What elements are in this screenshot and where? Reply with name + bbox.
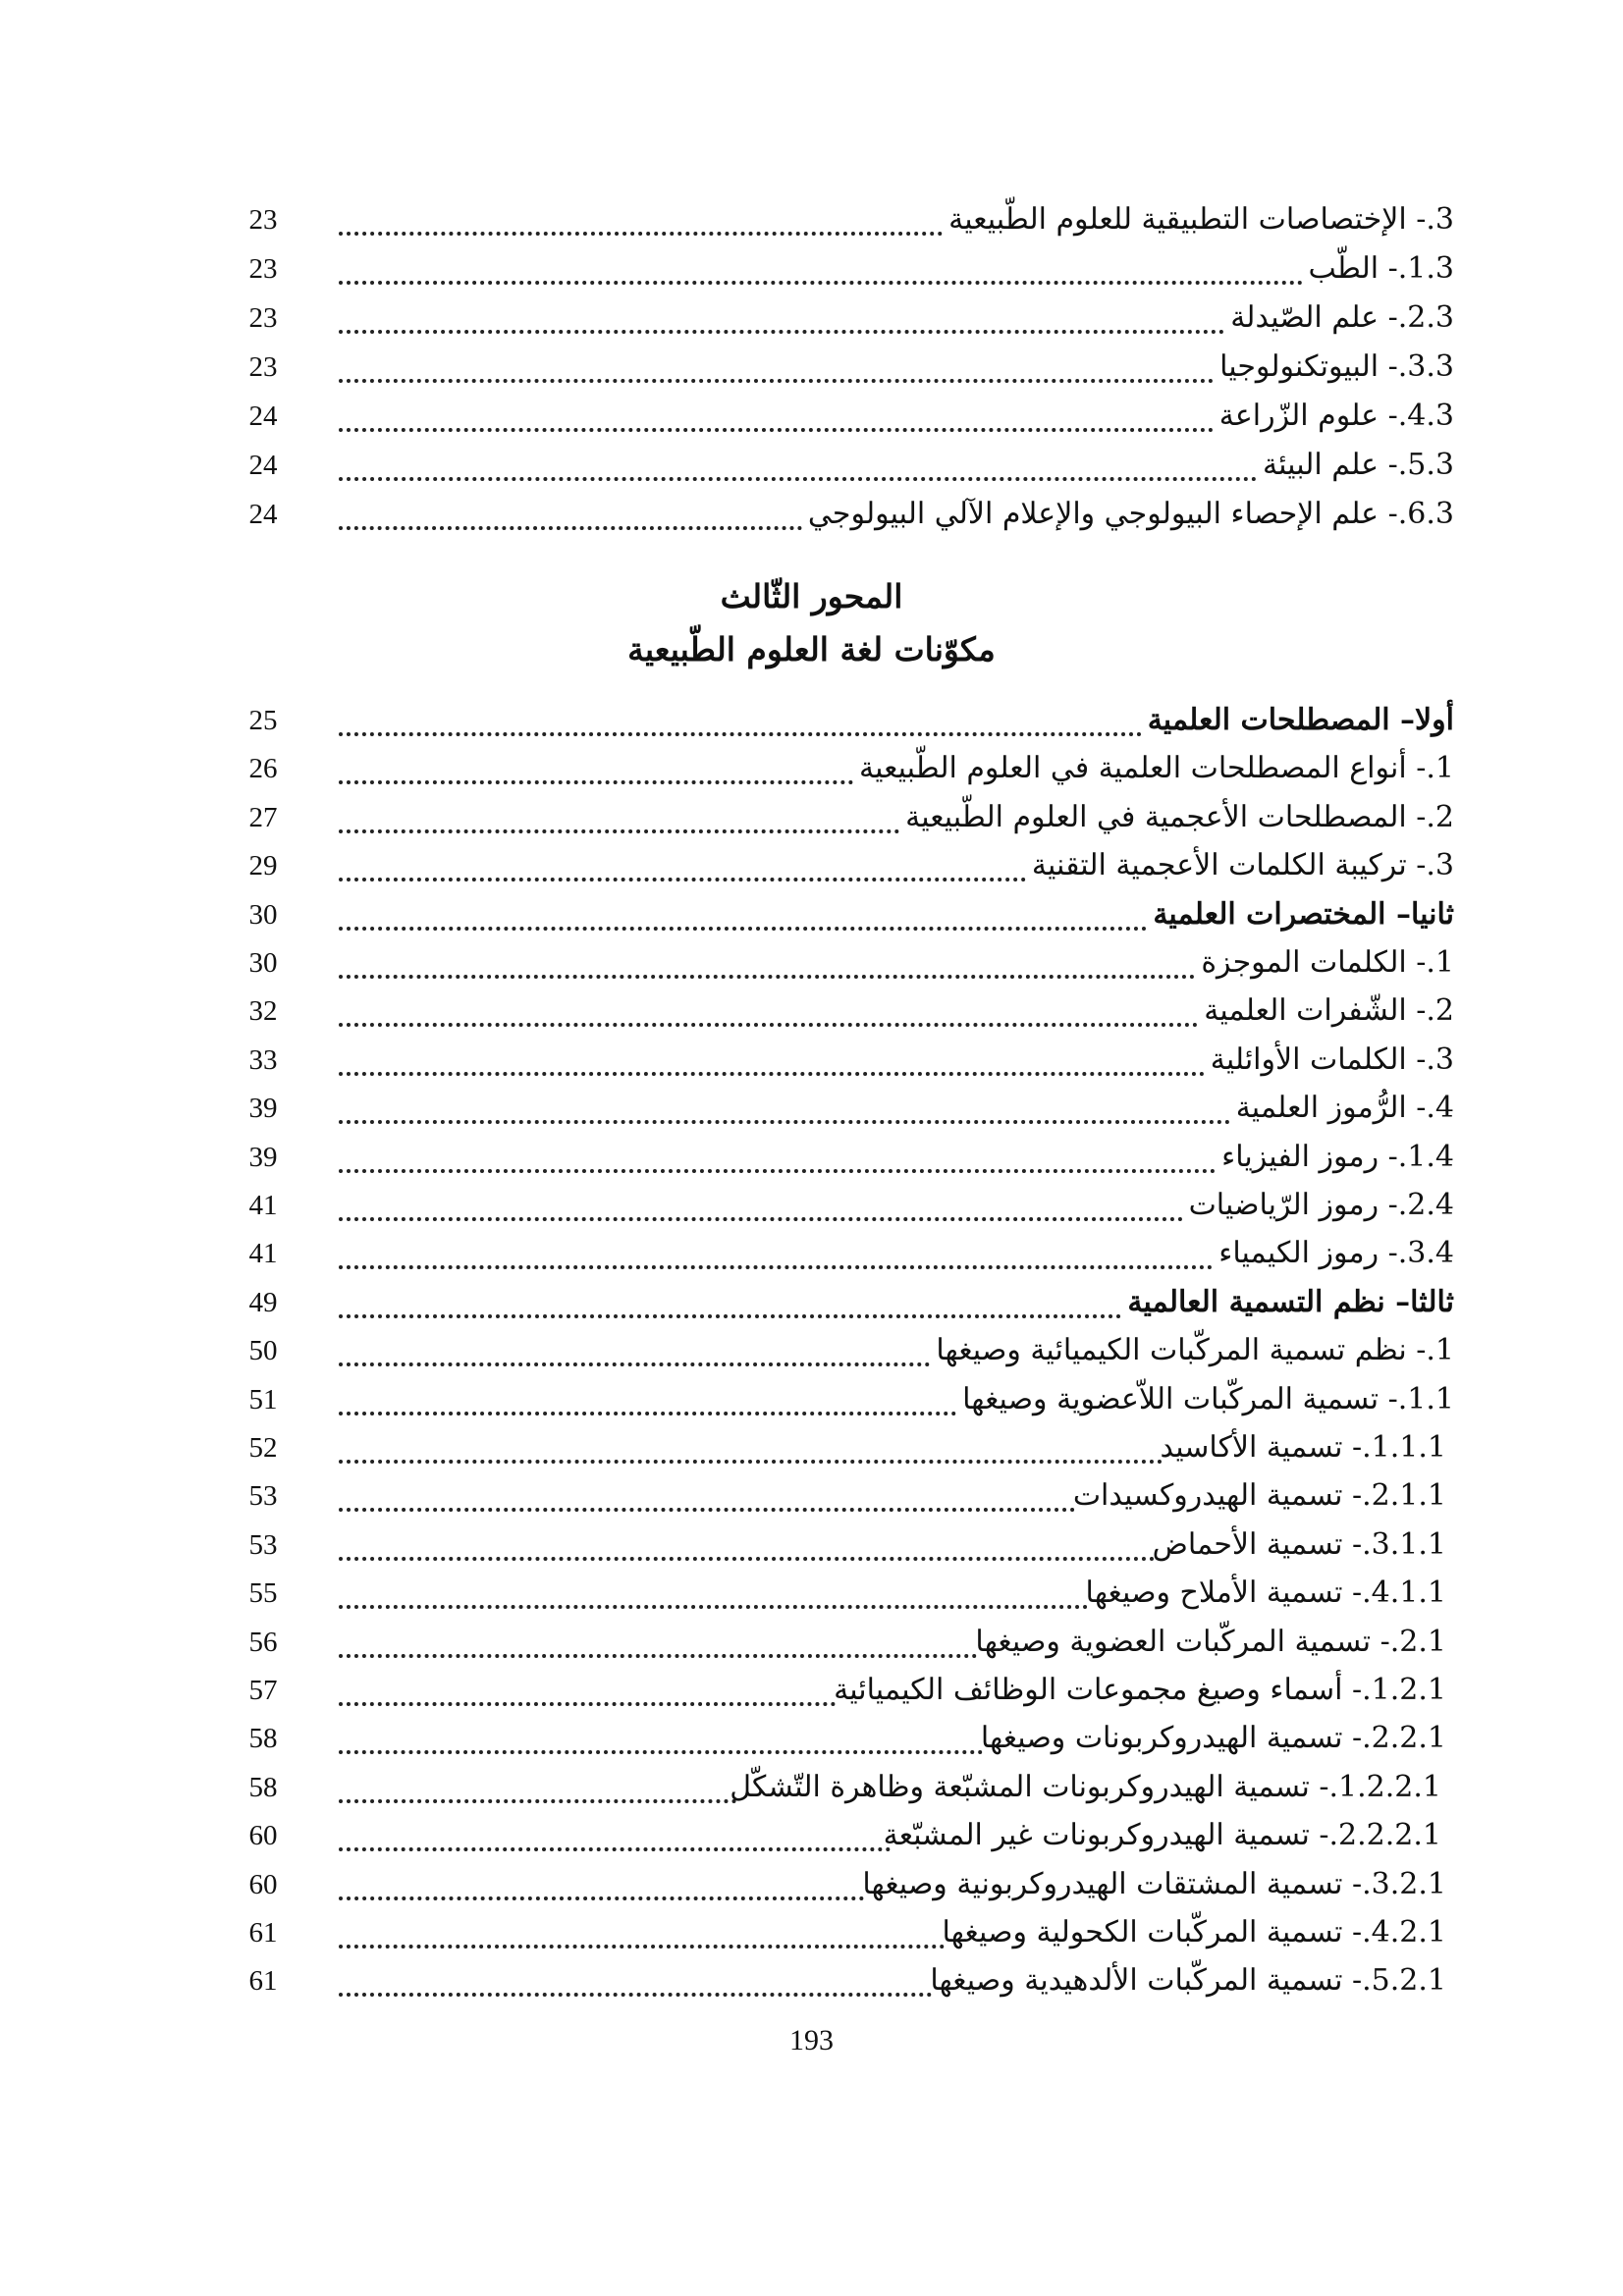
dot-leader xyxy=(339,975,1195,979)
toc-entry-label: 1.- الكلمات الموجزة xyxy=(1201,945,1454,980)
toc-entry-label: 1.1.- تسمية المركّبات اللاّعضوية وصيغها xyxy=(962,1381,1454,1416)
toc-entry-label: 2.- المصطلحات الأعجمية في العلوم الطّبيعية xyxy=(905,799,1454,834)
toc-entry-page: 53 xyxy=(248,1480,278,1513)
toc-entry xyxy=(0,1230,1623,1279)
toc-entry-page: 55 xyxy=(248,1577,278,1610)
toc-entry-page: 58 xyxy=(248,1723,278,1755)
dot-leader xyxy=(339,1072,1205,1076)
toc-entry-page: 50 xyxy=(248,1335,278,1367)
dot-leader xyxy=(339,428,1214,432)
dot-leader xyxy=(339,232,943,236)
toc-entry xyxy=(0,245,1623,294)
toc-entry-label: 1.4.- رموز الفيزياء xyxy=(1221,1139,1454,1174)
dot-leader xyxy=(339,1169,1216,1173)
toc-entry-label: 1.3.- الطّب xyxy=(1308,251,1454,286)
toc-entry-label: 3.- الكلمات الأوائلية xyxy=(1210,1041,1454,1077)
toc-entry-label: 3.4.- رموز الكيمياء xyxy=(1218,1236,1454,1271)
section-subtitle: مكوّنات لغة العلوم الطّبيعية xyxy=(627,630,996,668)
toc-entry-page: 52 xyxy=(248,1432,278,1464)
toc-entry xyxy=(0,1909,1623,1958)
toc-entry-page: 29 xyxy=(248,850,278,882)
toc-entry xyxy=(0,1667,1623,1716)
toc-entry-page: 23 xyxy=(248,253,278,285)
dot-leader xyxy=(339,1896,864,1900)
toc-entry-page: 23 xyxy=(248,302,278,334)
toc-entry-label: 1.2.1.- أسماء وصيغ مجموعات الوظائف الكيميائية xyxy=(834,1673,1446,1707)
dot-leader xyxy=(339,1702,836,1706)
dot-leader xyxy=(339,1217,1183,1221)
toc-entry-page: 41 xyxy=(248,1190,278,1221)
toc-entry-page: 23 xyxy=(248,204,278,236)
toc-entry-page: 41 xyxy=(248,1238,278,1270)
toc-entry-label: 2.1.1.- تسمية الهيدروكسيدات xyxy=(1072,1478,1446,1514)
toc-entry-label: 2.1.- تسمية المركّبات العضوية وصيغها xyxy=(975,1624,1446,1659)
dot-leader xyxy=(339,330,1224,334)
toc-entry-page: 53 xyxy=(248,1528,278,1561)
toc-entry-page: 24 xyxy=(248,400,278,432)
dot-leader xyxy=(339,1023,1198,1027)
toc-entry-page: 30 xyxy=(248,947,278,979)
toc-entry-label: 3.2.1.- تسمية المشتقات الهيدروكربونية وصيغها xyxy=(862,1866,1446,1901)
toc-entry xyxy=(0,891,1623,940)
toc-entry-page: 27 xyxy=(248,801,278,833)
dot-leader xyxy=(339,379,1214,383)
toc-entry-label: 4.- الرُّموز العلمية xyxy=(1235,1091,1454,1126)
toc-entry-page: 56 xyxy=(248,1626,278,1658)
toc-entry-label: 1.- أنواع المصطلحات العلمية في العلوم الطّبيعية xyxy=(859,751,1454,786)
dot-leader xyxy=(339,1265,1213,1269)
dot-leader xyxy=(339,780,853,784)
dot-leader xyxy=(339,281,1303,285)
toc-entry xyxy=(0,1424,1623,1473)
toc-entry xyxy=(0,939,1623,988)
toc-entry-page: 26 xyxy=(248,753,278,785)
dot-leader xyxy=(339,477,1257,481)
toc-entry-page: 49 xyxy=(248,1286,278,1318)
toc-entry xyxy=(0,442,1623,491)
toc-entry-page: 60 xyxy=(248,1820,278,1852)
toc-entry xyxy=(0,697,1623,746)
toc-entry xyxy=(0,196,1623,245)
toc-entry-page: 39 xyxy=(248,1141,278,1173)
toc-entry-label: 3.1.1.- تسمية الأحماض xyxy=(1152,1526,1446,1562)
toc-entry xyxy=(0,393,1623,442)
dot-leader xyxy=(339,1993,932,1997)
section-title: المحور الثّالث xyxy=(720,577,903,615)
toc-entry xyxy=(0,1134,1623,1183)
toc-entry-label: 5.2.1.- تسمية المركّبات الألدهيدية وصيغها xyxy=(930,1963,1446,1999)
dot-leader xyxy=(339,1605,1088,1609)
toc-entry-label: 2.2.1.- تسمية الهيدروكربونات وصيغها xyxy=(980,1721,1446,1756)
dot-leader xyxy=(339,1362,930,1366)
dot-leader xyxy=(339,1847,891,1851)
toc-entry-page: 24 xyxy=(248,499,278,530)
toc-entry-label: 2.4.- رموز الرّياضيات xyxy=(1188,1188,1454,1222)
dot-leader xyxy=(339,1508,1075,1512)
toc-entry-page: 61 xyxy=(248,1965,278,1998)
toc-entry xyxy=(0,842,1623,891)
toc-entry xyxy=(0,344,1623,393)
toc-entry xyxy=(0,1037,1623,1086)
toc-entry-label: 5.3.- علم البيئة xyxy=(1263,448,1454,482)
page-number: 193 xyxy=(789,2024,834,2056)
toc-entry-label: 1.- نظم تسمية المركّبات الكيميائية وصيغها xyxy=(936,1333,1454,1368)
toc-entry xyxy=(0,1279,1623,1328)
dot-leader xyxy=(339,1799,736,1803)
dot-leader xyxy=(339,1557,1155,1561)
toc-entry-label: 4.1.1.- تسمية الأملاح وصيغها xyxy=(1085,1575,1446,1611)
dot-leader xyxy=(339,829,899,833)
toc-entry xyxy=(0,1957,1623,2006)
dot-leader xyxy=(339,732,1142,736)
toc-entry xyxy=(0,1619,1623,1668)
toc-entry-label: أولا– المصطلحات العلمية xyxy=(1147,703,1454,737)
toc-entry xyxy=(0,794,1623,843)
dot-leader xyxy=(339,1412,956,1415)
toc-entry-label: 1.2.2.1.- تسمية الهيدروكربونات المشبّعة وظاهرة التّشكّل xyxy=(730,1769,1441,1804)
toc-entry xyxy=(0,1376,1623,1425)
toc-entry xyxy=(0,1472,1623,1522)
toc-entry-label: 3.- الإختصاصات التطبيقية للعلوم الطّبيعية xyxy=(948,202,1454,237)
dot-leader xyxy=(339,878,1026,881)
toc-entry-page: 23 xyxy=(248,351,278,383)
toc-entry-label: 2.2.2.1.- تسمية الهيدروكربونات غير المشبّعة xyxy=(883,1818,1441,1853)
dot-leader xyxy=(339,1120,1230,1124)
toc-entry xyxy=(0,1715,1623,1764)
toc-entry-page: 32 xyxy=(248,995,278,1028)
toc-entry-label: 4.3.- علوم الزّراعة xyxy=(1218,399,1454,433)
toc-entry xyxy=(0,1861,1623,1910)
dot-leader xyxy=(339,927,1147,931)
toc-entry xyxy=(0,1812,1623,1861)
toc-entry-label: 6.3.- علم الإحصاء البيولوجي والإعلام الآلي البيولوجي xyxy=(807,497,1454,531)
toc-entry-page: 61 xyxy=(248,1917,278,1949)
dot-leader xyxy=(339,526,802,530)
toc-entry-page: 57 xyxy=(248,1675,278,1706)
toc-entry xyxy=(0,745,1623,794)
dot-leader xyxy=(339,1460,1163,1464)
toc-entry-label: ثانيا– المختصرات العلمية xyxy=(1153,896,1454,932)
toc-entry-label: 2.3.- علم الصّيدلة xyxy=(1230,300,1454,335)
toc-entry-page: 33 xyxy=(248,1043,278,1076)
toc-entry-page: 25 xyxy=(248,705,278,736)
dot-leader xyxy=(339,1314,1121,1318)
toc-entry xyxy=(0,491,1623,540)
toc-entry xyxy=(0,1522,1623,1571)
toc-entry xyxy=(0,1764,1623,1813)
toc-entry-label: 2.- الشّفرات العلمية xyxy=(1204,993,1454,1029)
toc-entry-page: 51 xyxy=(248,1383,278,1415)
toc-entry-label: 1.1.1.- تسمية الأكاسيد xyxy=(1160,1430,1446,1465)
toc-entry-page: 30 xyxy=(248,898,278,931)
toc-entry xyxy=(0,1085,1623,1134)
toc-entry-page: 58 xyxy=(248,1771,278,1803)
toc-entry xyxy=(0,988,1623,1037)
toc-entry xyxy=(0,294,1623,344)
toc-entry-label: 3.- تركيبة الكلمات الأعجمية التقنية xyxy=(1031,848,1454,883)
toc-entry-label: 3.3.- البيوتكنولوجيا xyxy=(1219,349,1454,384)
toc-entry-page: 60 xyxy=(248,1868,278,1900)
toc-entry xyxy=(0,1327,1623,1376)
toc-entry-page: 24 xyxy=(248,450,278,481)
toc-entry xyxy=(0,1182,1623,1231)
toc-entry-page: 39 xyxy=(248,1093,278,1125)
toc-entry-label: ثالثا– نظم التسمية العالمية xyxy=(1127,1284,1454,1319)
toc-entry xyxy=(0,1570,1623,1619)
dot-leader xyxy=(339,1750,983,1754)
dot-leader xyxy=(339,1654,977,1658)
dot-leader xyxy=(339,1945,945,1949)
toc-entry-label: 4.2.1.- تسمية المركّبات الكحولية وصيغها xyxy=(942,1915,1446,1949)
